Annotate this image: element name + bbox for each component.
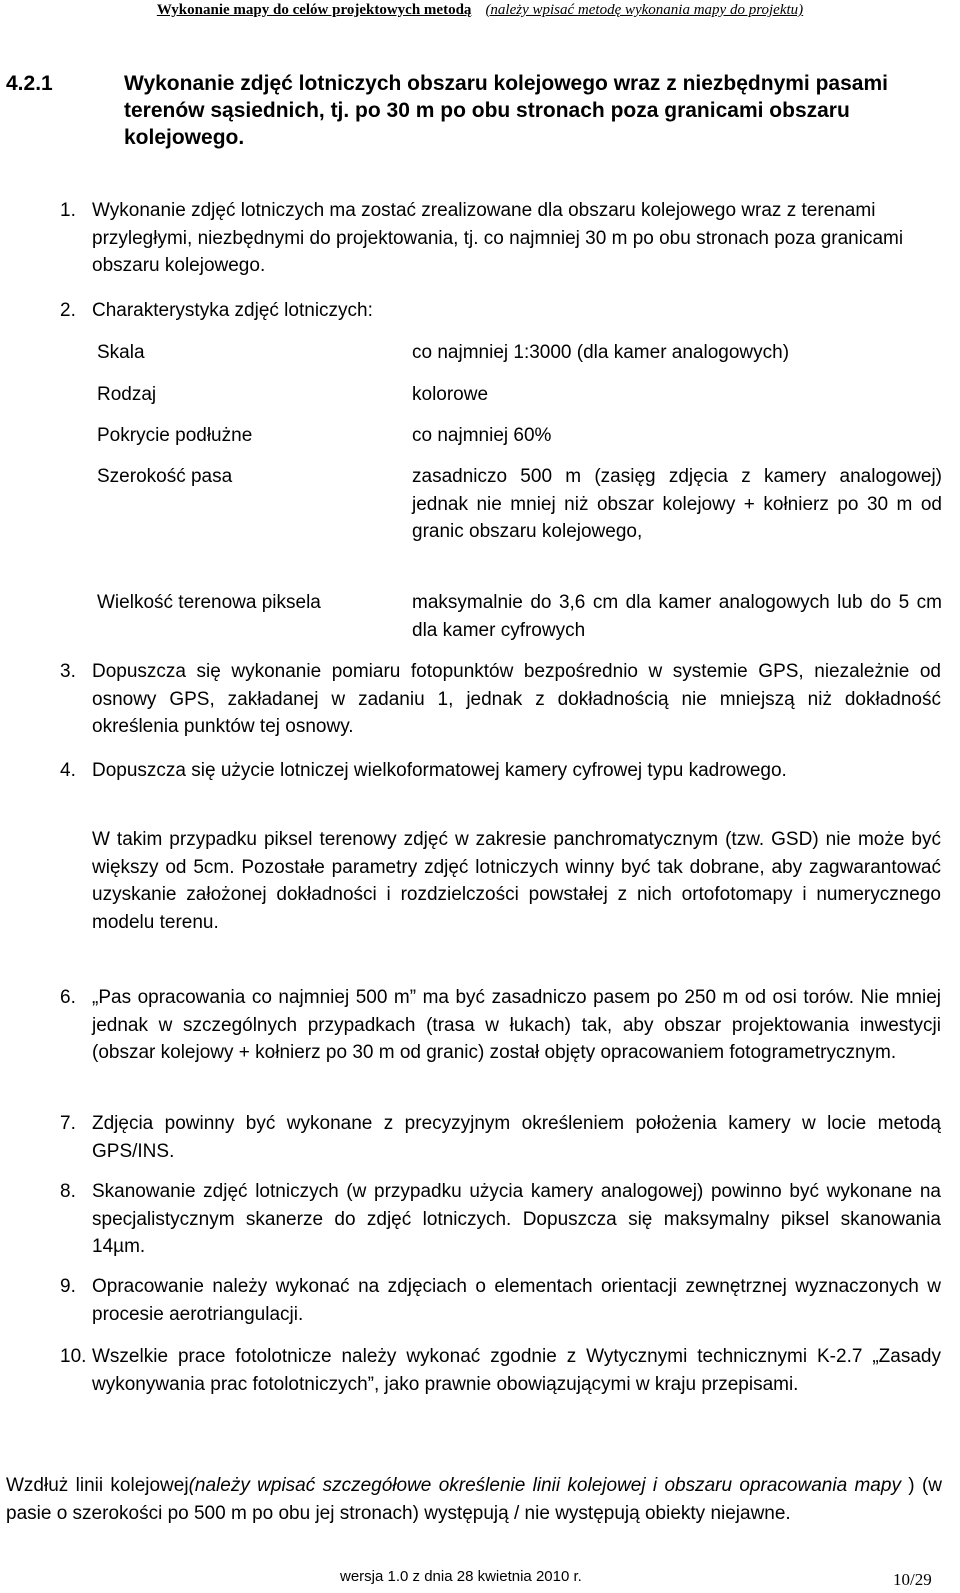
page-header xyxy=(0,0,960,20)
list-item-text: Skanowanie zdjęć lotniczych (w przypadku użycia kamery analogowej) powinno być wykonane na specjalistycznym skanerze do zdjęć lotniczych. Dopuszcza się maksymalny piksel skanowania 14µm. xyxy=(92,1181,941,1257)
list-item-number: 4. xyxy=(60,760,76,781)
list-item-text: Opracowanie należy wykonać na zdjęciach o elementach orientacji zewnętrznej wyznaczonych w procesie aerotriangulacji. xyxy=(92,1276,941,1325)
list-item-text: Wszelkie prace fotolotnicze należy wykonać zgodnie z Wytycznymi technicznymi K-2.7 „Zasady wykonywania prac fotolotniczych”, jako prawnie obowiązującymi w kraju przepisami. xyxy=(92,1346,941,1395)
final-italic-note: (należy wpisać szczegółowe określenie linii kolejowej i obszaru opracowania mapy xyxy=(188,1475,901,1496)
section-number: 4.2.1 xyxy=(6,72,53,95)
header-title: Wykonanie mapy do celów projektowych metodą xyxy=(156,2,472,18)
list-item-text: Zdjęcia powinny być wykonane z precyzyjnym określeniem położenia kamery w locie metodą GPS/INS. xyxy=(92,1113,941,1162)
list-item-number: 1. xyxy=(60,200,76,221)
spec-key: Skala xyxy=(97,342,145,363)
list-item-number: 7. xyxy=(60,1113,76,1134)
list-item-number: 3. xyxy=(60,661,76,682)
spec-value: zasadniczo 500 m (zasięg zdjęcia z kamery analogowej) jednak nie mniej niż obszar kolejowy + kołnierz po 30 m od granic obszaru kolejowego, xyxy=(412,466,942,542)
final-lead: Wzdłuż linii kolejowej xyxy=(6,1475,189,1496)
list-item-number: 9. xyxy=(60,1276,76,1297)
list-item-text: Charakterystyka zdjęć lotniczych: xyxy=(92,300,373,321)
section-title: Wykonanie zdjęć lotniczych obszaru kolejowego wraz z niezbędnymi pasami terenów sąsiednich, tj. po 30 m po obu stronach poza granicami obszaru kolejowego. xyxy=(124,72,888,149)
list-item-number: 2. xyxy=(60,300,76,321)
header-note: (należy wpisać metodę wykonania mapy do projektu) xyxy=(485,2,804,18)
spec-key: Wielkość terenowa piksela xyxy=(97,592,321,613)
spec-key: Rodzaj xyxy=(97,384,157,405)
list-item-number: 10. xyxy=(60,1346,87,1367)
spec-value: kolorowe xyxy=(412,384,489,405)
spec-key: Szerokość pasa xyxy=(97,466,233,487)
spec-value: co najmniej 1:3000 (dla kamer analogowych) xyxy=(412,342,790,363)
list-item-number: 8. xyxy=(60,1181,76,1202)
spec-value: maksymalnie do 3,6 cm dla kamer analogowych lub do 5 cm dla kamer cyfrowych xyxy=(412,592,942,641)
list-item-text: Wykonanie zdjęć lotniczych ma zostać zrealizowane dla obszaru kolejowego wraz z terenami przyległymi, niezbędnymi do projektowania, tj. co najmniej 30 m po obu stronach poza granicami obszaru kolejowego. xyxy=(92,200,904,276)
page-number: 10/29 xyxy=(893,1570,932,1589)
list-item-number: 6. xyxy=(60,987,76,1008)
list-item-text: Dopuszcza się użycie lotniczej wielkoformatowej kamery cyfrowej typu kadrowego. xyxy=(92,760,787,781)
spec-key: Pokrycie podłużne xyxy=(97,425,253,446)
version-footer: wersja 1.0 z dnia 28 kwietnia 2010 r. xyxy=(340,1568,582,1585)
spec-value: co najmniej 60% xyxy=(412,425,552,446)
list-item-text: „Pas opracowania co najmniej 500 m” ma być zasadniczo pasem po 250 m od osi torów. Nie mniej jednak w szczególnych przypadkach (trasa w łukach) tak, aby obszar projektowania inwestycji (obszar kolejowy + kołnierz po 30 m od granic) został objęty opracowaniem fotogrametrycznym. xyxy=(92,987,941,1063)
final-rest: ) (w pasie o szerokości po 500 m po obu jej stronach) występują / nie występują obiekty niejawne. xyxy=(6,1475,943,1524)
list-item-text: Dopuszcza się wykonanie pomiaru fotopunktów bezpośrednio w systemie GPS, niezależnie od osnowy GPS, zakładanej w zadaniu 1, jednak z dokładnością nie mniejszą niż dokładność określenia punktów tej osnowy. xyxy=(92,661,941,737)
item-4-paragraph: W takim przypadku piksel terenowy zdjęć w zakresie panchromatycznym (tzw. GSD) nie może być większy od 5cm. Pozostałe parametry zdjęć lotniczych winny być tak dobrane, aby zagwarantować uzyskanie założonej dokładności i rozdzielczości powstałej z nich ortofotomapy i numerycznego modelu terenu. xyxy=(92,829,941,933)
final-paragraph xyxy=(6,1472,942,1527)
